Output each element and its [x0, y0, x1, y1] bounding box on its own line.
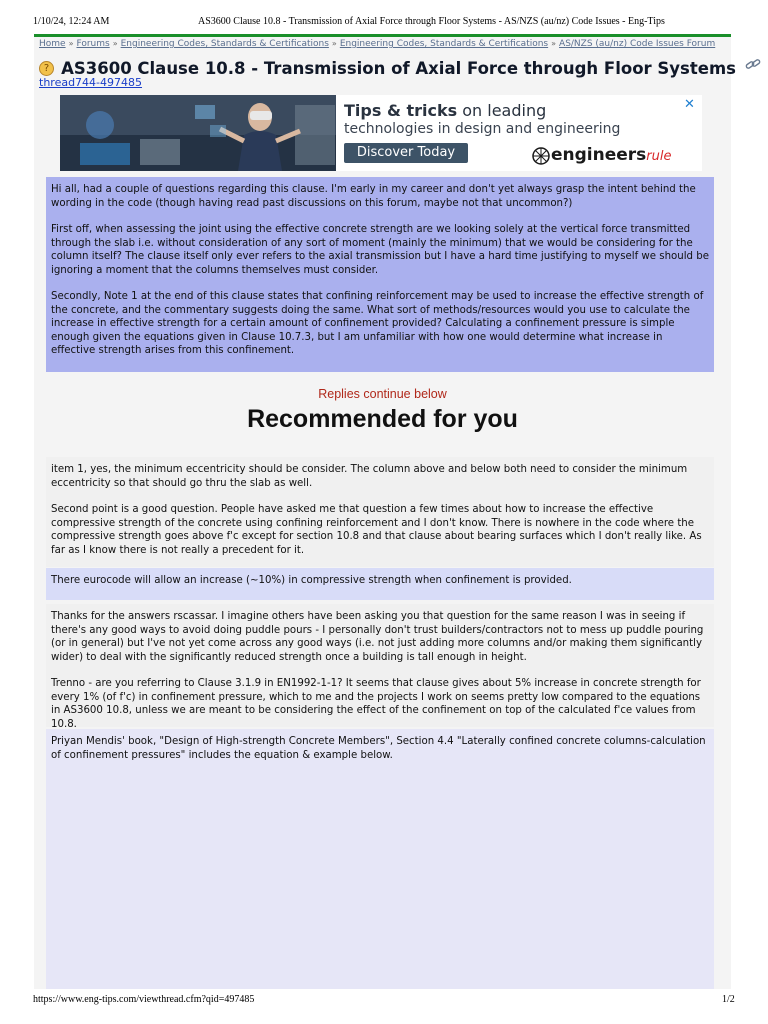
thread-title-row [39, 57, 736, 79]
recommended-heading: Recommended for you [247, 405, 518, 433]
breadcrumb [39, 39, 715, 49]
page-content [34, 37, 736, 989]
print-page-number: 1/2 [722, 994, 735, 1005]
ad-headline: Tips & tricks on leading [344, 101, 547, 120]
breadcrumb-separator: » [551, 39, 557, 48]
print-date: 1/10/24, 12:24 AM [33, 16, 110, 27]
breadcrumb-separator: » [68, 39, 74, 48]
reply-post [46, 604, 714, 730]
thread-original-post [46, 177, 714, 372]
reply-post [46, 457, 714, 567]
breadcrumb-subcategory[interactable]: Engineering Codes, Standards & Certifications [339, 39, 549, 49]
print-header [0, 16, 768, 30]
print-footer [0, 994, 768, 1008]
post-paragraph: Thanks for the answers rscassar. I imagine others have been asking you that question for the same reason I was in seeing if there's any good ways to avoid doing puddle pours - I personally don't trust builders/contractors not to mess up puddle pouring (or in general) but I've not yet come across any good ways (i.e. not just adding more columns and/or making them significantly wider) to deal with the significantly reduced strength once a building is tall enough in height. [51, 611, 704, 663]
breadcrumb-forum[interactable]: AS/NZS (au/nz) Code Issues Forum [559, 39, 716, 49]
ad-brand-logo-icon [532, 147, 550, 165]
advertisement-banner[interactable] [60, 95, 702, 171]
post-paragraph: Trenno - are you referring to Clause 3.1.9 in EN1992-1-1? It seems that clause gives about 5% increase in concrete strength for every 1% (of f'c) in confinement pressure, which to me and the projects I work on seems pretty low compared to the equations in AS3600 10.8, unless we are meant to be considering the effect of the confinement on top of the calculated f'ce values from 10.8. [51, 678, 701, 730]
post-paragraph: There eurocode will allow an increase (~10%) in compressive strength when confinement is provided. [51, 575, 572, 586]
link-icon[interactable] [745, 57, 761, 76]
ad-discover-button[interactable]: Discover Today [344, 143, 468, 163]
ad-text-panel [336, 95, 702, 171]
page-title: AS3600 Clause 10.8 - Transmission of Axial Force through Floor Systems [61, 59, 736, 78]
breadcrumb-forums[interactable]: Forums [76, 39, 110, 49]
replies-continue-note: Replies continue below [318, 387, 447, 401]
ad-brand-logo: engineersrule [551, 145, 672, 165]
post-paragraph: First off, when assessing the joint using the effective concrete strength are we looking solely at the vertical force transmitted through the slab i.e. without consideration of any sort of moment (mainly the minimum) that we would be considering for the column itself? The clause itself only ever refers to the axial transmission but I have a hard time justifying to myself we should be ignoring a moment that the columns themselves must consider. [51, 224, 709, 276]
thread-id-link[interactable]: thread744-497485 [39, 76, 143, 89]
breadcrumb-separator: » [112, 39, 118, 48]
post-paragraph: Secondly, Note 1 at the end of this clause states that confining reinforcement may be used to increase the effective strength of the concrete, and the commentary suggests doing the same. What sort of methods/resources would you use to calculate the increase in effective strength for a certain amount of confinement provided? Calculating a confinement pressure is simple enough given the equations given in Clause 10.7.3, but I am unfamiliar with how one would determine what increase in effective strength arises from this confinement. [51, 291, 704, 356]
ad-subheadline: technologies in design and engineering [344, 121, 621, 137]
post-paragraph: item 1, yes, the minimum eccentricity should be consider. The column above and below both need to consider the minimum eccentricity so that should go thru the slab as well. [51, 464, 688, 489]
breadcrumb-separator: » [331, 39, 337, 48]
reply-post [46, 729, 714, 989]
post-paragraph: Second point is a good question. People have asked me that question a few times about how to increase the effective compressive strength of the concrete using confining reinforcement and I don't know. There is nowhere in the code where the compressive strength goes above f'c except for section 10.8 and that clause about bearing surfaces which I don't really like. As far as I know there is not really a precedent for it. [51, 504, 702, 556]
print-title: AS3600 Clause 10.8 - Transmission of Axial Force through Floor Systems - AS/NZS (au/nz) Code Issues - Eng-Tips [198, 16, 665, 27]
ad-image [60, 95, 340, 171]
print-url: https://www.eng-tips.com/viewthread.cfm?qid=497485 [33, 994, 255, 1005]
question-icon: ? [39, 61, 54, 76]
reply-post [46, 568, 714, 600]
breadcrumb-home[interactable]: Home [39, 39, 66, 49]
ad-close-icon[interactable]: ✕ [684, 97, 695, 112]
breadcrumb-category[interactable]: Engineering Codes, Standards & Certifications [120, 39, 329, 49]
post-paragraph: Priyan Mendis' book, "Design of High-strength Concrete Members", Section 4.4 "Laterally confined concrete columns-calculation of confinement pressures" includes the equation & example below. [51, 736, 706, 761]
post-paragraph: Hi all, had a couple of questions regarding this clause. I'm early in my career and don't yet always grasp the intent behind the wording in the code (though having read past discussions on this forum, maybe not that uncommon?) [51, 184, 696, 209]
